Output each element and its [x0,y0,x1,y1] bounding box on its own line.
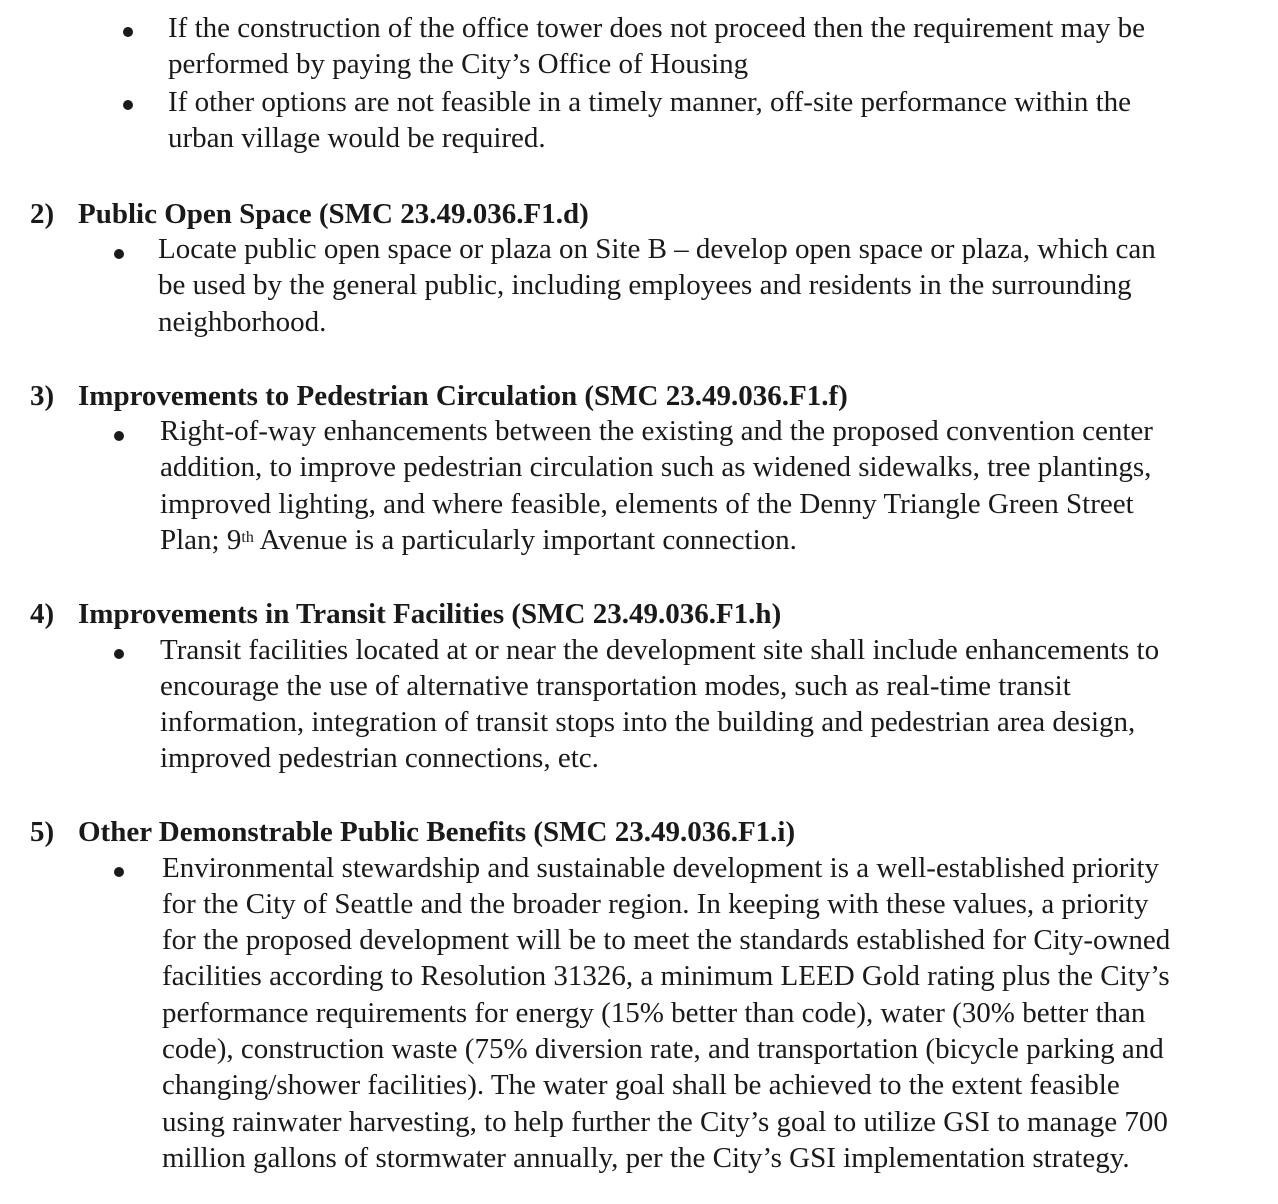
bullet-text-line: using rainwater harvesting, to help further the City’s goal to utilize GSI to manage 700 [162,1106,1168,1138]
bullet-text-line: information, integration of transit stops into the building and pedestrian area design, [160,706,1136,738]
bullet-icon [114,249,124,259]
section-number: 4) [30,598,55,630]
bullet-text-line: Environmental stewardship and sustainable development is a well-established priority [162,852,1160,884]
bullet-icon [123,100,133,110]
bullet-text-line: improved pedestrian connections, etc. [160,742,599,774]
superscript-ordinal: th [241,529,254,546]
bullet-text-line: changing/shower facilities). The water goal shall be achieved to the extent feasible [162,1069,1120,1101]
bullet-icon [114,431,124,441]
bullet-text-line: Transit facilities located at or near the development site shall include enhancements to [160,634,1160,666]
bullet-text-line: Right-of-way enhancements between the existing and the proposed convention center [160,415,1153,447]
text-run: Avenue is a particularly important connection. [253,524,797,556]
bullet-icon [114,867,124,877]
bullet-text-line: million gallons of stormwater annually, per the City’s GSI implementation strategy. [162,1142,1130,1174]
bullet-text-line: performed by paying the City’s Office of Housing [168,48,749,80]
bullet-text-line: performance requirements for energy (15% better than code), water (30% better than [162,997,1146,1029]
bullet-icon [114,649,124,659]
section-number: 5) [30,816,55,848]
bullet-text-line: urban village would be required. [168,122,546,154]
bullet-text-line: neighborhood. [158,306,327,338]
bullet-text-line: If other options are not feasible in a timely manner, off-site performance within the [168,86,1132,118]
section-heading: Other Demonstrable Public Benefits (SMC 23.49.036.F1.i) [78,816,796,848]
section-heading: Improvements in Transit Facilities (SMC 23.49.036.F1.h) [78,598,782,630]
bullet-text-line: Locate public open space or plaza on Site B – develop open space or plaza, which can [158,233,1156,265]
bullet-text-line: addition, to improve pedestrian circulation such as widened sidewalks, tree plantings, [160,451,1152,483]
bullet-text-line: for the City of Seattle and the broader region. In keeping with these values, a priority [162,888,1149,920]
section-heading: Public Open Space (SMC 23.49.036.F1.d) [78,198,589,230]
bullet-text-line: If the construction of the office tower does not proceed then the requirement may be [168,12,1146,44]
bullet-text-line: facilities according to Resolution 31326, a minimum LEED Gold rating plus the City’s [162,960,1170,992]
bullet-text-line: improved lighting, and where feasible, elements of the Denny Triangle Green Street [160,488,1134,520]
bullet-text-line [160,522,797,558]
bullet-text-line: for the proposed development will be to meet the standards established for City-owned [162,924,1171,956]
bullet-text-line: be used by the general public, including employees and residents in the surrounding [158,269,1132,301]
section-number: 3) [30,380,55,412]
bullet-text-line: code), construction waste (75% diversion rate, and transportation (bicycle parking and [162,1033,1164,1065]
bullet-text-line: encourage the use of alternative transportation modes, such as real-time transit [160,670,1071,702]
section-number: 2) [30,198,55,230]
section-heading: Improvements to Pedestrian Circulation (SMC 23.49.036.F1.f) [78,380,848,412]
bullet-icon [123,27,133,37]
text-run: Plan; 9 [160,524,242,556]
